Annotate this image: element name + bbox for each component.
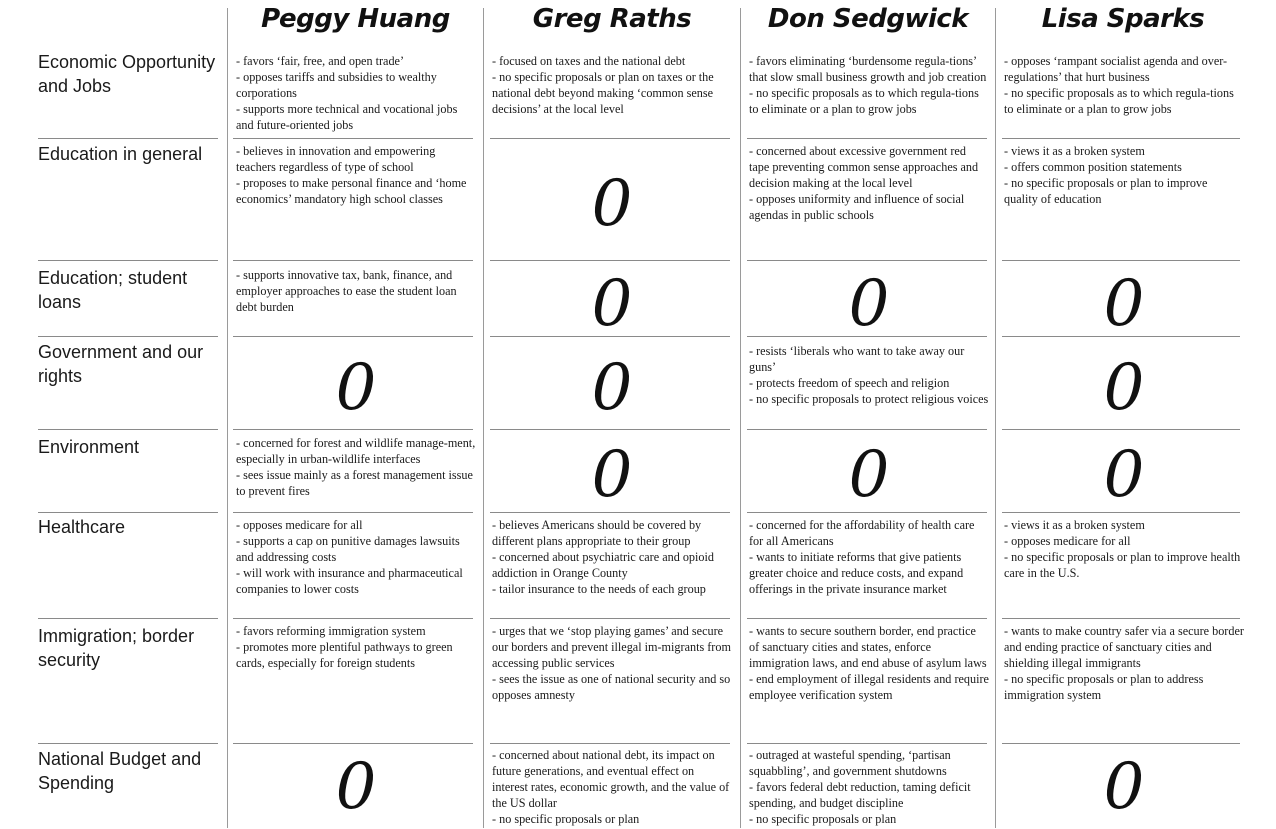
candidate-position-cell	[1004, 623, 1244, 747]
position-bullet: - concerned about excessive government red tape preventing common sense approaches and decision making at the local level	[749, 144, 979, 190]
position-bullet: - favors reforming immigration system	[236, 624, 426, 638]
position-bullet: - concerned for the affordability of health care for all Americans	[749, 518, 975, 548]
column-divider	[740, 8, 741, 828]
position-bullet: - believes Americans should be covered by different plans appropriate to their group	[492, 518, 702, 548]
row-divider	[38, 138, 218, 139]
position-bullet: - favors federal debt reduction, taming deficit spending, and budget discipline	[749, 780, 971, 810]
position-bullet: - supports a cap on punitive damages lawsuits and addressing costs	[236, 534, 460, 564]
column-divider	[227, 8, 228, 828]
no-position-mark: 0	[591, 167, 633, 241]
no-position-mark: 0	[335, 351, 377, 425]
candidate-position-cell	[236, 267, 476, 343]
candidate-position-cell	[749, 517, 989, 623]
candidate-position-cell	[236, 517, 476, 623]
position-bullet: - urges that we ‘stop playing games’ and secure our borders and prevent illegal im-migrants from accessing public services	[492, 624, 731, 670]
candidate-position-cell	[492, 623, 732, 747]
row-divider	[38, 618, 218, 619]
position-bullet: - no specific proposals or plan to improve health care in the U.S.	[1004, 550, 1241, 580]
candidate-position-cell	[236, 623, 476, 747]
position-bullet: - wants to initiate reforms that give patients greater choice and reduce costs, and expand offerings in the private insurance market	[749, 550, 964, 596]
no-position-mark: 0	[591, 438, 633, 512]
position-bullet: - favors ‘fair, free, and open trade’	[236, 54, 405, 68]
position-bullet: - end employment of illegal residents and require employee verification system	[749, 672, 989, 702]
position-bullet: - concerned about national debt, its impact on future generations, and eventual effect on interest rates, economic growth, and the value of the US dollar	[492, 748, 730, 810]
candidate-position-cell	[236, 53, 476, 143]
position-bullet: - proposes to make personal finance and ‘home economics’ mandatory high school classes	[236, 176, 467, 206]
topic-label: Environment	[38, 437, 140, 457]
position-bullet: - sees the issue as one of national security and so opposes amnesty	[492, 672, 731, 702]
position-bullet: - promotes more plentiful pathways to green cards, especially for foreign students	[236, 640, 453, 670]
topic-label: Education in general	[38, 144, 203, 164]
position-bullet: - views it as a broken system	[1004, 518, 1145, 532]
cell-divider	[1002, 512, 1240, 513]
position-bullet: - sees issue mainly as a forest management issue to prevent fires	[236, 468, 473, 498]
position-bullet: - opposes ‘rampant socialist agenda and over-regulations’ that hurt business	[1004, 54, 1228, 84]
candidate-position-cell	[749, 747, 989, 829]
position-bullet: - favors eliminating ‘burdensome regula-tions’ that slow small business growth and job creation	[749, 54, 987, 84]
position-bullet: - opposes medicare for all	[236, 518, 363, 532]
position-bullet: - concerned for forest and wildlife manage-ment, especially in urban-wildlife interfaces	[236, 436, 476, 466]
topic-label: National Budget and Spending	[38, 749, 202, 793]
column-divider	[483, 8, 484, 828]
no-position-mark: 0	[848, 438, 890, 512]
topic-label: Government and our rights	[38, 342, 204, 386]
position-bullet: - no specific proposals to protect religious voices	[749, 392, 989, 406]
position-bullet: - will work with insurance and pharmaceutical companies to lower costs	[236, 566, 463, 596]
no-position-mark: 0	[1103, 351, 1145, 425]
topic-label: Healthcare	[38, 517, 126, 537]
candidate-position-cell	[492, 517, 732, 623]
position-bullet: - wants to make country safer via a secure border and ending practice of sanctuary cities and shielding illegal immigrants	[1004, 624, 1244, 670]
candidate-position-cell	[236, 143, 476, 267]
row-divider	[38, 743, 218, 744]
position-bullet: - tailor insurance to the needs of each group	[492, 582, 706, 596]
position-bullet: - no specific proposals as to which regula-tions to eliminate or a plan to grow jobs	[1004, 86, 1234, 116]
position-bullet: - opposes uniformity and influence of social agendas in public schools	[749, 192, 965, 222]
candidate-position-cell	[1004, 143, 1244, 267]
candidate-position-cell	[1004, 53, 1244, 143]
no-position-mark: 0	[1103, 438, 1145, 512]
candidate-position-cell	[492, 53, 732, 143]
position-bullet: - no specific proposals or plan	[492, 812, 640, 826]
candidate-position-cell	[492, 747, 732, 829]
row-divider	[38, 260, 218, 261]
position-bullet: - believes in innovation and empowering teachers regardless of type of school	[236, 144, 436, 174]
position-bullet: - supports innovative tax, bank, finance, and employer approaches to ease the student loan debt burden	[236, 268, 457, 314]
cell-divider	[490, 260, 730, 261]
candidate-position-cell	[749, 623, 989, 747]
position-bullet: - opposes medicare for all	[1004, 534, 1131, 548]
position-bullet: - focused on taxes and the national debt	[492, 54, 686, 68]
column-divider	[995, 8, 996, 828]
position-bullet: - no specific proposals or plan to address immigration system	[1004, 672, 1204, 702]
position-bullet: - no specific proposals or plan to improve quality of education	[1004, 176, 1208, 206]
position-bullet: - offers common position statements	[1004, 160, 1182, 174]
position-bullet: - no specific proposals or plan on taxes or the national debt beyond making ‘common sense decisions’ at the local level	[492, 70, 714, 116]
row-divider	[38, 429, 218, 430]
candidate-position-cell	[749, 343, 989, 435]
cell-divider	[490, 512, 730, 513]
cell-divider	[1002, 429, 1240, 430]
position-bullet: - concerned about psychiatric care and opioid addiction in Orange County	[492, 550, 714, 580]
candidate-position-cell	[749, 53, 989, 143]
position-bullet: - opposes tariffs and subsidies to wealthy corporations	[236, 70, 437, 100]
position-bullet: - views it as a broken system	[1004, 144, 1145, 158]
position-bullet: - outraged at wasteful spending, ‘partisan squabbling’, and government shutdowns	[749, 748, 951, 778]
cell-divider	[490, 429, 730, 430]
row-divider	[38, 512, 218, 513]
position-bullet: - no specific proposals or plan	[749, 812, 897, 826]
row-divider	[38, 336, 218, 337]
no-position-mark: 0	[591, 267, 633, 341]
candidate-header: Lisa Sparks	[1041, 4, 1205, 34]
no-position-mark: 0	[335, 750, 377, 824]
position-bullet: - wants to secure southern border, end practice of sanctuary cities and states, enforce immigration laws, and end abuse of asylum laws	[749, 624, 987, 670]
candidate-header: Peggy Huang	[261, 4, 450, 34]
no-position-mark: 0	[848, 267, 890, 341]
cell-divider	[233, 429, 473, 430]
position-bullet: - resists ‘liberals who want to take away our guns’	[749, 344, 965, 374]
candidate-position-cell	[1004, 517, 1244, 623]
topic-label: Economic Opportunity and Jobs	[38, 52, 216, 96]
topic-label: Immigration; border security	[38, 626, 195, 670]
candidate-position-cell	[236, 435, 476, 517]
position-bullet: - supports more technical and vocational jobs and future-oriented jobs	[236, 102, 458, 132]
position-bullet: - protects freedom of speech and religion	[749, 376, 950, 390]
position-bullet: - no specific proposals as to which regula-tions to eliminate or a plan to grow jobs	[749, 86, 979, 116]
no-position-mark: 0	[1103, 267, 1145, 341]
no-position-mark: 0	[1103, 750, 1145, 824]
cell-divider	[747, 512, 987, 513]
topic-label: Education; student loans	[38, 268, 188, 312]
candidate-position-cell	[749, 143, 989, 267]
candidate-header: Don Sedgwick	[767, 4, 969, 34]
no-position-mark: 0	[591, 351, 633, 425]
candidate-header: Greg Raths	[532, 4, 692, 34]
